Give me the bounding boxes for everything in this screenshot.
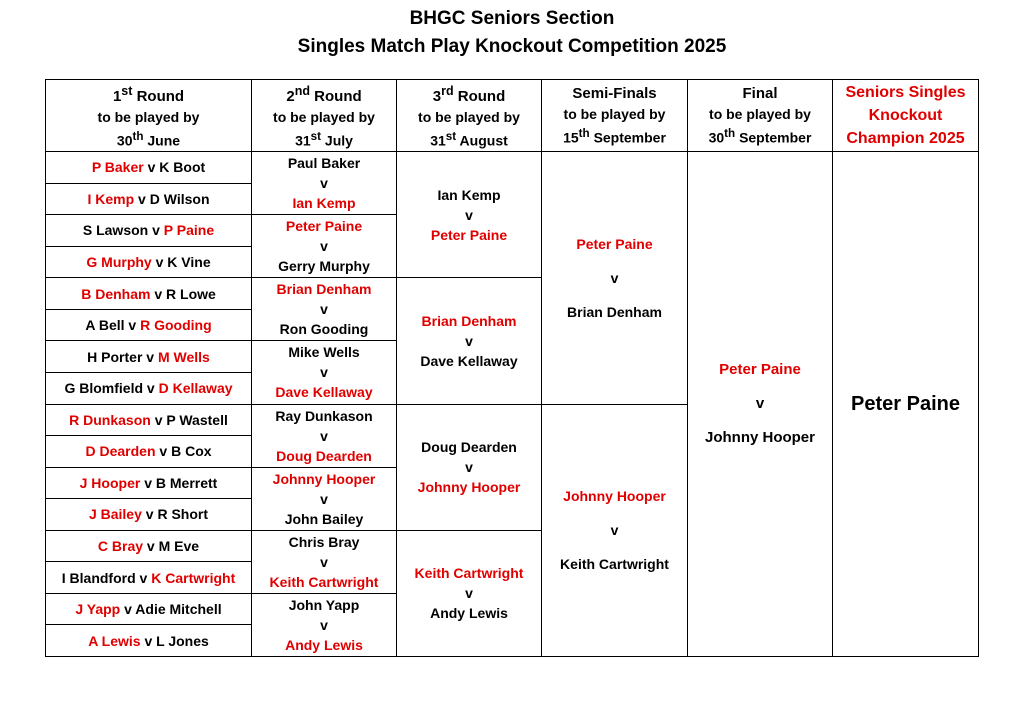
versus-label: v bbox=[140, 474, 156, 491]
page-title: BHGC Seniors Section bbox=[409, 8, 615, 29]
player-name: R Short bbox=[157, 506, 209, 523]
player-name: B Cox bbox=[171, 443, 212, 460]
player-name: J Bailey bbox=[88, 506, 142, 523]
versus-label: v bbox=[124, 317, 141, 334]
player-name: C Bray bbox=[97, 538, 144, 555]
player-name: Ian Kemp bbox=[437, 186, 501, 203]
player-name: Keith Cartwright bbox=[560, 556, 669, 573]
round2-match bbox=[252, 278, 397, 341]
player-name: Gerry Murphy bbox=[278, 258, 370, 275]
player-name: Paul Baker bbox=[287, 155, 361, 172]
player-name: Dave Kellaway bbox=[275, 384, 373, 401]
round3-match bbox=[397, 530, 542, 656]
versus-label: v bbox=[320, 616, 328, 633]
round1-match bbox=[46, 341, 252, 373]
versus-label: v bbox=[465, 332, 473, 349]
versus-label: v bbox=[134, 190, 150, 207]
player-name: L Jones bbox=[156, 632, 209, 649]
semi-final-match bbox=[542, 404, 688, 657]
player-name: Ray Dunkason bbox=[275, 407, 373, 424]
header-round3: 3rd Round to be played by 31st August bbox=[397, 80, 542, 152]
versus-label: v bbox=[610, 269, 619, 286]
versus-label: v bbox=[610, 522, 619, 539]
round2-match bbox=[252, 341, 397, 404]
player-name: G Blomfield bbox=[64, 380, 144, 397]
player-name: John Yapp bbox=[288, 596, 360, 613]
versus-label: v bbox=[143, 380, 159, 397]
player-name: Mike Wells bbox=[288, 344, 360, 361]
player-name: Brian Denham bbox=[567, 303, 662, 320]
player-name: A Bell bbox=[85, 317, 125, 334]
round1-match bbox=[46, 499, 252, 531]
player-name: H Porter bbox=[87, 348, 143, 365]
player-name: S Lawson bbox=[82, 222, 149, 239]
round1-match bbox=[46, 309, 252, 341]
player-name: M Eve bbox=[158, 538, 200, 555]
header-champion: Seniors Singles Knockout Champion 2025 bbox=[833, 80, 979, 152]
champion-name: Peter Paine bbox=[851, 392, 960, 415]
player-name: K Vine bbox=[167, 253, 211, 270]
versus-label: v bbox=[150, 285, 167, 302]
versus-label: v bbox=[142, 348, 158, 365]
player-name: K Cartwright bbox=[151, 569, 236, 586]
versus-label: v bbox=[465, 585, 473, 602]
round1-match bbox=[46, 152, 252, 184]
player-name: Ian Kemp bbox=[292, 195, 356, 212]
versus-label: v bbox=[143, 538, 159, 555]
versus-label: v bbox=[320, 364, 328, 381]
player-name: Johnny Hooper bbox=[417, 479, 521, 496]
round1-match bbox=[46, 246, 252, 278]
player-name: Chris Bray bbox=[288, 533, 360, 550]
versus-label: v bbox=[755, 395, 765, 412]
round2-match bbox=[252, 530, 397, 593]
round1-match bbox=[46, 436, 252, 468]
versus-label: v bbox=[140, 632, 157, 649]
page-subtitle: Singles Match Play Knockout Competition 2025 bbox=[297, 36, 727, 57]
player-name: P Paine bbox=[163, 222, 215, 239]
semi-final-match bbox=[542, 152, 688, 405]
player-name: K Boot bbox=[159, 159, 206, 176]
table-row bbox=[46, 152, 979, 184]
round2-match bbox=[252, 467, 397, 530]
player-name: D Dearden bbox=[85, 443, 156, 460]
player-name: Johnny Hooper bbox=[272, 470, 376, 487]
player-name: Dave Kellaway bbox=[420, 352, 518, 369]
player-name: I Kemp bbox=[87, 190, 135, 207]
player-name: M Wells bbox=[157, 348, 210, 365]
player-name: Johnny Hooper bbox=[563, 488, 666, 505]
round1-match bbox=[46, 593, 252, 625]
player-name: P Baker bbox=[91, 159, 144, 176]
knockout-bracket-table bbox=[45, 79, 979, 657]
versus-label: v bbox=[150, 411, 167, 428]
player-name: J Yapp bbox=[75, 601, 121, 618]
player-name: Keith Cartwright bbox=[414, 565, 524, 582]
round3-match bbox=[397, 404, 542, 530]
versus-label: v bbox=[143, 159, 160, 176]
versus-label: v bbox=[320, 490, 328, 507]
round3-match bbox=[397, 278, 542, 404]
round1-match bbox=[46, 372, 252, 404]
header-round2: 2nd Round to be played by 31st July bbox=[252, 80, 397, 152]
round1-match bbox=[46, 530, 252, 562]
player-name: R Gooding bbox=[140, 317, 212, 334]
player-name: B Merrett bbox=[155, 474, 218, 491]
header-semi-finals: Semi-Finals to be played by 15th September bbox=[542, 80, 688, 152]
versus-label: v bbox=[320, 175, 328, 192]
player-name: A Lewis bbox=[88, 632, 141, 649]
round2-match bbox=[252, 152, 397, 215]
player-name: Doug Dearden bbox=[276, 447, 372, 464]
versus-label: v bbox=[465, 459, 473, 476]
player-name: R Dunkason bbox=[69, 411, 151, 428]
player-name: Ron Gooding bbox=[279, 321, 369, 338]
versus-label: v bbox=[320, 301, 328, 318]
versus-label: v bbox=[141, 506, 158, 523]
champion-cell bbox=[833, 152, 979, 657]
player-name: J Hooper bbox=[79, 474, 141, 491]
round1-match bbox=[46, 562, 252, 594]
versus-label: v bbox=[320, 427, 328, 444]
round2-match bbox=[252, 593, 397, 656]
player-name: D Kellaway bbox=[158, 380, 233, 397]
versus-label: v bbox=[320, 238, 328, 255]
round1-match bbox=[46, 183, 252, 215]
round1-match bbox=[46, 215, 252, 247]
header-round1: 1st Round to be played by 30th June bbox=[46, 80, 252, 152]
versus-label: v bbox=[148, 222, 164, 239]
versus-label: v bbox=[135, 569, 152, 586]
round1-match bbox=[46, 404, 252, 436]
player-name: R Lowe bbox=[166, 285, 216, 302]
player-name: I Blandford bbox=[61, 569, 136, 586]
header-final: Final to be played by 30th September bbox=[688, 80, 833, 152]
player-name: Peter Paine bbox=[285, 218, 363, 235]
versus-label: v bbox=[465, 206, 473, 223]
player-name: P Wastell bbox=[166, 411, 228, 428]
player-name: Brian Denham bbox=[276, 281, 372, 298]
versus-label: v bbox=[155, 443, 172, 460]
player-name: Peter Paine bbox=[576, 235, 653, 252]
player-name: Brian Denham bbox=[421, 312, 517, 329]
player-name: Peter Paine bbox=[719, 361, 801, 378]
round1-match bbox=[46, 278, 252, 310]
round1-match bbox=[46, 467, 252, 499]
player-name: Adie Mitchell bbox=[135, 601, 222, 618]
final-match bbox=[688, 152, 833, 657]
round2-match bbox=[252, 404, 397, 467]
player-name: John Bailey bbox=[284, 510, 364, 527]
player-name: Andy Lewis bbox=[430, 605, 508, 622]
player-name: Doug Dearden bbox=[421, 439, 517, 456]
player-name: Peter Paine bbox=[430, 226, 508, 243]
round3-match bbox=[397, 152, 542, 278]
versus-label: v bbox=[120, 601, 136, 618]
versus-label: v bbox=[151, 253, 168, 270]
player-name: D Wilson bbox=[149, 190, 210, 207]
player-name: G Murphy bbox=[86, 253, 152, 270]
player-name: Johnny Hooper bbox=[704, 429, 815, 446]
player-name: B Denham bbox=[81, 285, 151, 302]
player-name: Andy Lewis bbox=[285, 636, 363, 653]
round2-match bbox=[252, 215, 397, 278]
round1-match bbox=[46, 625, 252, 657]
versus-label: v bbox=[320, 553, 328, 570]
player-name: Keith Cartwright bbox=[269, 573, 379, 590]
